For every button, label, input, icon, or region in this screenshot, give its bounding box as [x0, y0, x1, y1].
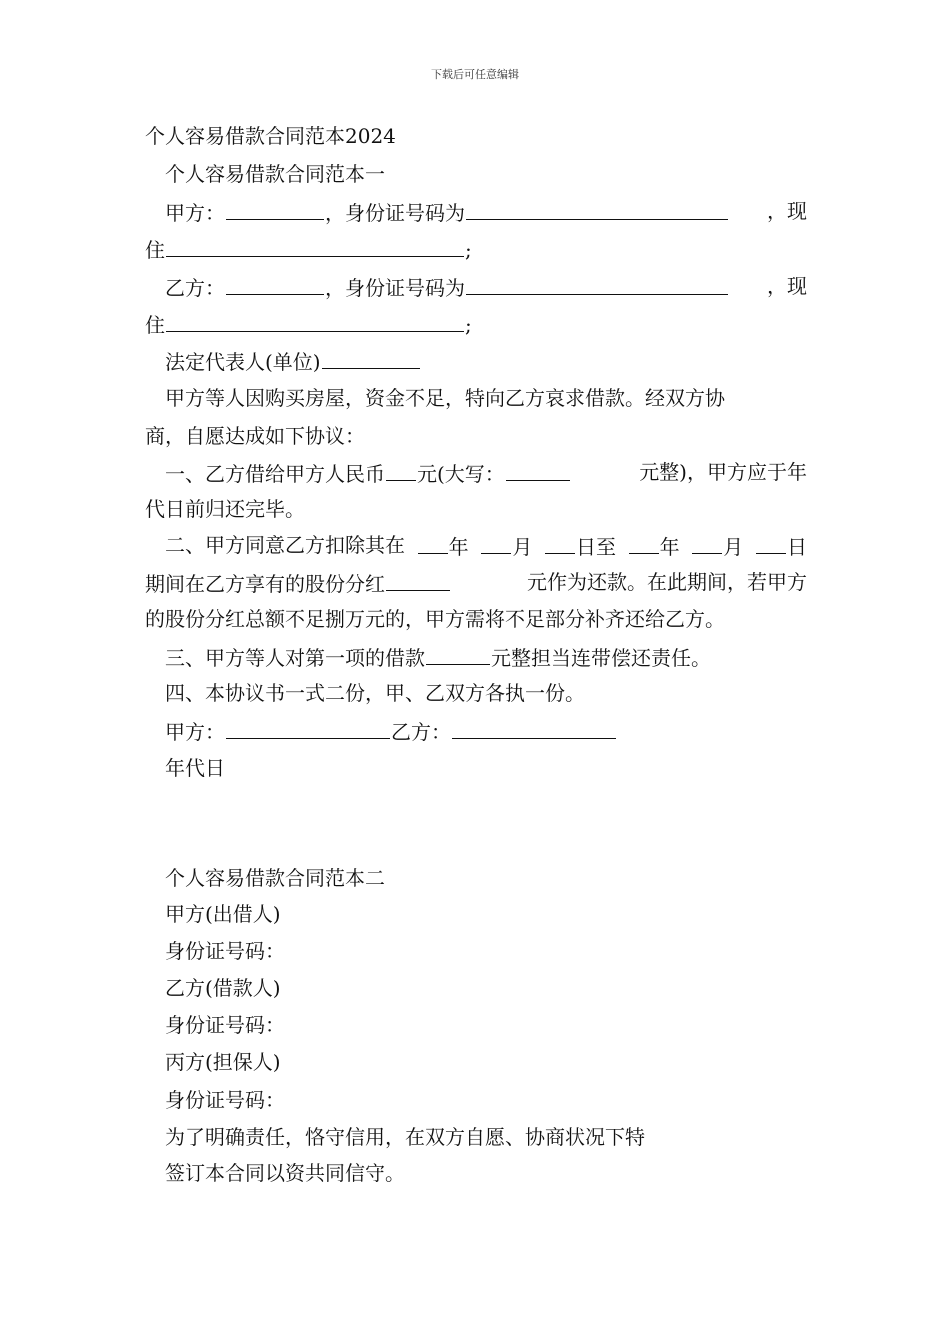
party-a-address-blank: [166, 236, 464, 257]
clause-2-line-2: [145, 570, 807, 596]
legal-rep-label: 法定代表人(单位): [165, 350, 321, 374]
sign-a-label: 甲方：: [165, 720, 225, 744]
clause-2-start-month: [480, 533, 532, 559]
header-note: 下载后可任意编辑: [431, 68, 519, 81]
party-b-id-label: ，身份证号码为: [325, 276, 465, 300]
party-b-name-blank: [226, 274, 324, 295]
clause-4-line: 四、本协议书一式二份，甲、乙双方各执一份。: [165, 681, 585, 705]
guarantor-line: 丙方(担保人): [165, 1050, 281, 1074]
start-month-blank: [481, 533, 511, 554]
clause-3-line: [145, 644, 807, 670]
clause-1-line: [145, 460, 807, 486]
sign-b-blank: [452, 718, 616, 739]
end-year-blank: [629, 533, 659, 554]
clause-1-capital-blank: [506, 460, 570, 481]
clause-2-dividend-text: 期间在乙方享有的股份分红: [145, 572, 385, 596]
clause-1-text-a: 一、乙方借给甲方人民币: [165, 462, 385, 486]
end-day-blank: [756, 533, 786, 554]
clause-2-text-a: 二、甲方同意乙方扣除其在: [165, 533, 405, 557]
clause-1-text-c: 元整)，甲方应于年: [639, 460, 807, 484]
clause-1-line-2: 代日前归还完毕。: [145, 497, 305, 521]
clause-2-end-year: [628, 533, 680, 559]
month-label: 月: [512, 535, 533, 559]
party-b-semicolon: ;: [465, 313, 472, 337]
day-to-label: 日至: [575, 535, 616, 559]
party-b-address-blank: [166, 311, 464, 332]
party-a-live-label: 住: [145, 238, 165, 262]
party-b-group: [165, 274, 729, 300]
sign-b-label: 乙方：: [391, 720, 451, 744]
party-a-line: [145, 199, 807, 225]
year-label: 年: [448, 535, 469, 559]
intro-line-1: 甲方等人因购买房屋，资金不足，特向乙方哀求借款。经双方协: [165, 386, 725, 410]
dividend-blank: [386, 570, 450, 591]
clause-3-text-b: 元整担当连带偿还责任。: [491, 646, 711, 670]
sign-a-blank: [226, 718, 390, 739]
clause-2-line: [145, 533, 807, 559]
intro-line-2: 商，自愿达成如下协议：: [145, 424, 365, 448]
clause-2-end-day: [755, 533, 807, 559]
party-a-label: 甲方：: [165, 201, 225, 225]
legal-rep-blank: [322, 348, 420, 369]
clause-1-group: [165, 460, 571, 486]
party-a-semicolon: ;: [465, 238, 472, 262]
borrower-line: 乙方(借款人): [165, 976, 281, 1000]
clause-1-text-b: 元(大写：: [417, 462, 505, 486]
clause-1-amount-blank: [386, 460, 416, 481]
clause-2-start-day: [544, 533, 616, 559]
clause-2-start-year: [417, 533, 469, 559]
lender-line: 甲方(出借人): [165, 902, 281, 926]
party-a-id-label: ，身份证号码为: [325, 201, 465, 225]
start-year-blank: [418, 533, 448, 554]
lender-id-line: 身份证号码：: [165, 939, 285, 963]
year-label: 年: [659, 535, 680, 559]
guarantor-id-line: 身份证号码：: [165, 1088, 285, 1112]
party-a-now-label: ，现: [767, 199, 807, 223]
borrower-id-line: 身份证号码：: [165, 1013, 285, 1037]
start-day-blank: [545, 533, 575, 554]
clause-2-repay-text: 元作为还款。在此期间，若甲方: [527, 570, 807, 594]
party-b-now-label: ，现: [767, 274, 807, 298]
purpose-line-1: 为了明确责任，恪守信用，在双方自愿、协商状况下特: [165, 1125, 645, 1149]
day-label: 日: [786, 535, 807, 559]
clause-3-text-a: 三、甲方等人对第一项的借款: [165, 646, 425, 670]
legal-rep-line: [145, 348, 807, 374]
party-b-address-line: [145, 311, 807, 337]
clause-2-dividend-group: [145, 570, 451, 596]
end-month-blank: [692, 533, 722, 554]
purpose-line-2: 签订本合同以资共同信守。: [165, 1161, 405, 1185]
sample2-heading: 个人容易借款合同范本二: [165, 866, 385, 890]
clause-2-line-3: 的股份分红总额不足捌万元的，甲方需将不足部分补齐还给乙方。: [145, 607, 725, 631]
clause-3-amount-blank: [426, 644, 490, 665]
party-b-live-label: 住: [145, 313, 165, 337]
clause-2-end-month: [691, 533, 743, 559]
party-a-name-blank: [226, 199, 324, 220]
party-b-id-blank: [466, 274, 728, 295]
party-b-line: [145, 274, 807, 300]
signature-line: [145, 718, 807, 744]
party-a-group: [165, 199, 729, 225]
party-a-id-blank: [466, 199, 728, 220]
party-b-label: 乙方：: [165, 276, 225, 300]
sample1-heading: 个人容易借款合同范本一: [165, 162, 385, 186]
doc-title: 个人容易借款合同范本2024: [145, 124, 396, 148]
date-line: 年代日: [165, 756, 225, 780]
party-a-address-line: [145, 236, 807, 262]
month-label: 月: [723, 535, 744, 559]
